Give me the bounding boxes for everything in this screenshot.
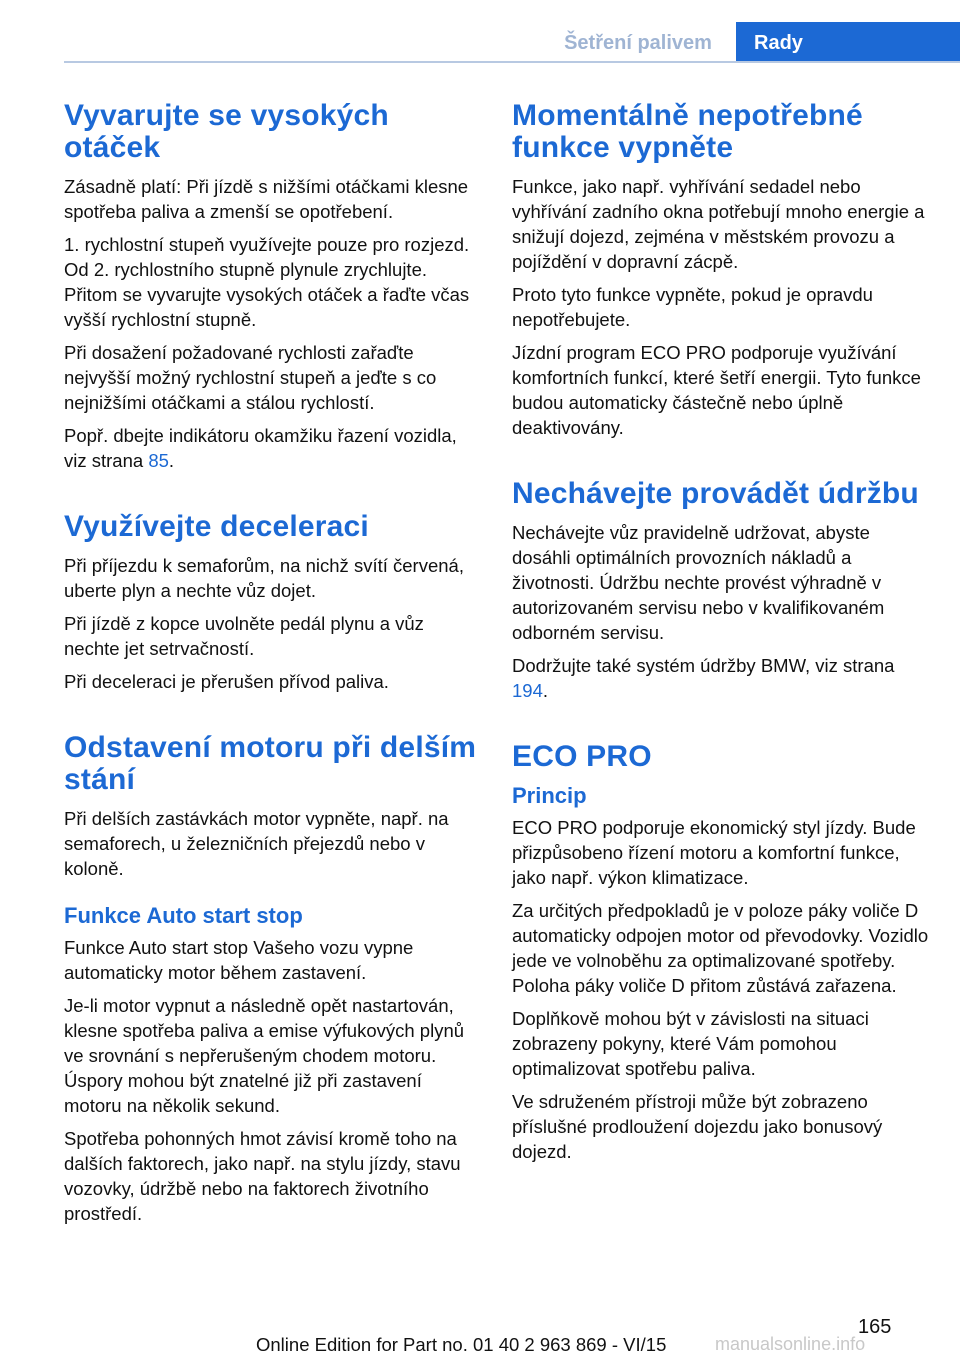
watermark: manualsonline.info [715,1334,866,1354]
footer-edition-text: Online Edition for Part no. 01 40 2 963 869 - VI/15 [256,1334,667,1355]
subheading-auto-start-stop: Funkce Auto start stop [64,903,303,928]
paragraph: Proto tyto funkce vypněte, pokud je opravdu nepotřebujete. [512,284,873,330]
heading-eco-pro: ECO PRO [512,740,652,773]
paragraph: Dodržujte také systém údržby BMW, viz strana 194. [512,655,895,701]
paragraph: Doplňkově mohou být v závislosti na situaci zobrazeny pokyny, které Vám pomohou optimalizovat spotřebu paliva. [512,1008,869,1079]
paragraph: Při delších zastávkách motor vypněte, např. na semaforech, u železničních přejezdů nebo v koloně. [64,808,449,879]
paragraph: Při dosažení požadované rychlosti zařaďte nejvyšší možný rychlostní stupeň a jeďte s co nejnižšími otáčkami a stálou rychlostí. [64,342,437,413]
subheading-principle: Princip [512,783,587,808]
heading-engine-off: Odstavení motoru při delším stání [64,731,477,796]
paragraph: Nechávejte vůz pravidelně udržovat, abyste dosáhli optimálních provozních nákladů a životnosti. Údržbu nechte provést výhradně v autorizovaném servisu nebo v kvalifikovaném odborném servisu. [512,522,885,643]
heading-avoid-high-rpm: Vyvarujte se vysokých otáček [64,99,389,164]
paragraph: Spotřeba pohonných hmot závisí kromě toho na dalších faktorech, jako např. na stylu jízdy, stavu vozovky, údržbě nebo na faktorech životního prostředí. [64,1128,461,1224]
paragraph: Popř. dbejte indikátoru okamžiku řazení vozidla, viz strana 85. [64,425,457,471]
paragraph: ECO PRO podporuje ekonomický styl jízdy. Bude přizpůsobeno řízení motoru a komfortní funkce, jako např. výkon klimatizace. [512,817,916,888]
paragraph: Zásadně platí: Při jízdě s nižšími otáčkami klesne spotřeba paliva a zmenší se opotřebení. [64,176,469,222]
header-nav [540,22,960,62]
active-tab[interactable]: Rady [736,22,960,62]
paragraph: Je-li motor vypnut a následně opět nastartován, klesne spotřeba paliva a emise výfukových plynů ve srovnání s nepřerušeným chodem motoru. Úspory mohou být znatelné již při zastavení motoru na několik sekund. [64,995,465,1116]
paragraph: Při deceleraci je přerušen přívod paliva. [64,671,389,692]
paragraph: Jízdní program ECO PRO podporuje využívání komfortních funkcí, které šetří energii. Tyto funkce budou automaticky částečně nebo úplně deaktivovány. [512,342,921,438]
heading-maintenance: Nechávejte provádět údržbu [512,477,919,510]
right-column [512,100,930,1172]
heading-deceleration: Využívejte deceleraci [64,510,369,543]
paragraph: Ve sdruženém přístroji může být zobrazeno příslušné prodloužení dojezdu jako bonusový dojezd. [512,1091,883,1162]
paragraph: 1. rychlostní stupeň využívejte pouze pro rozjezd. Od 2. rychlostního stupně plynule zrychlujte. Přitom se vyvarujte vysokých otáček a řaďte včas vyšší rychlostní stupně. [64,234,470,330]
heading-switch-off-functions: Momentálně nepotřebné funkce vypněte [512,99,863,164]
left-column [64,100,482,1234]
paragraph: Při příjezdu k semaforům, na nichž svítí červená, uberte plyn a nechte vůz dojet. [64,555,464,601]
paragraph: Funkce, jako např. vyhřívání sedadel nebo vyhřívání zadního okna potřebují mnoho energie a snižují dojezd, zejména v městském provozu a pojíždění v dopravní zácpě. [512,176,925,272]
section-tab[interactable]: Šetření palivem [564,32,712,54]
page-number: 165 [858,1316,892,1338]
paragraph: Funkce Auto start stop Vašeho vozu vypne automaticky motor během zastavení. [64,937,414,983]
header-divider [64,61,960,63]
paragraph: Při jízdě z kopce uvolněte pedál plynu a vůz nechte jet setrvačností. [64,613,424,659]
page-link-85[interactable]: 85 [148,450,169,471]
page-link-194[interactable]: 194 [512,680,543,701]
paragraph: Za určitých předpokladů je v poloze páky voliče D automaticky odpojen motor od převodovky. Vozidlo jede ve volnoběhu za optimalizované spotřeby. Poloha páky voliče D přitom zůstává zařazena. [512,900,929,996]
